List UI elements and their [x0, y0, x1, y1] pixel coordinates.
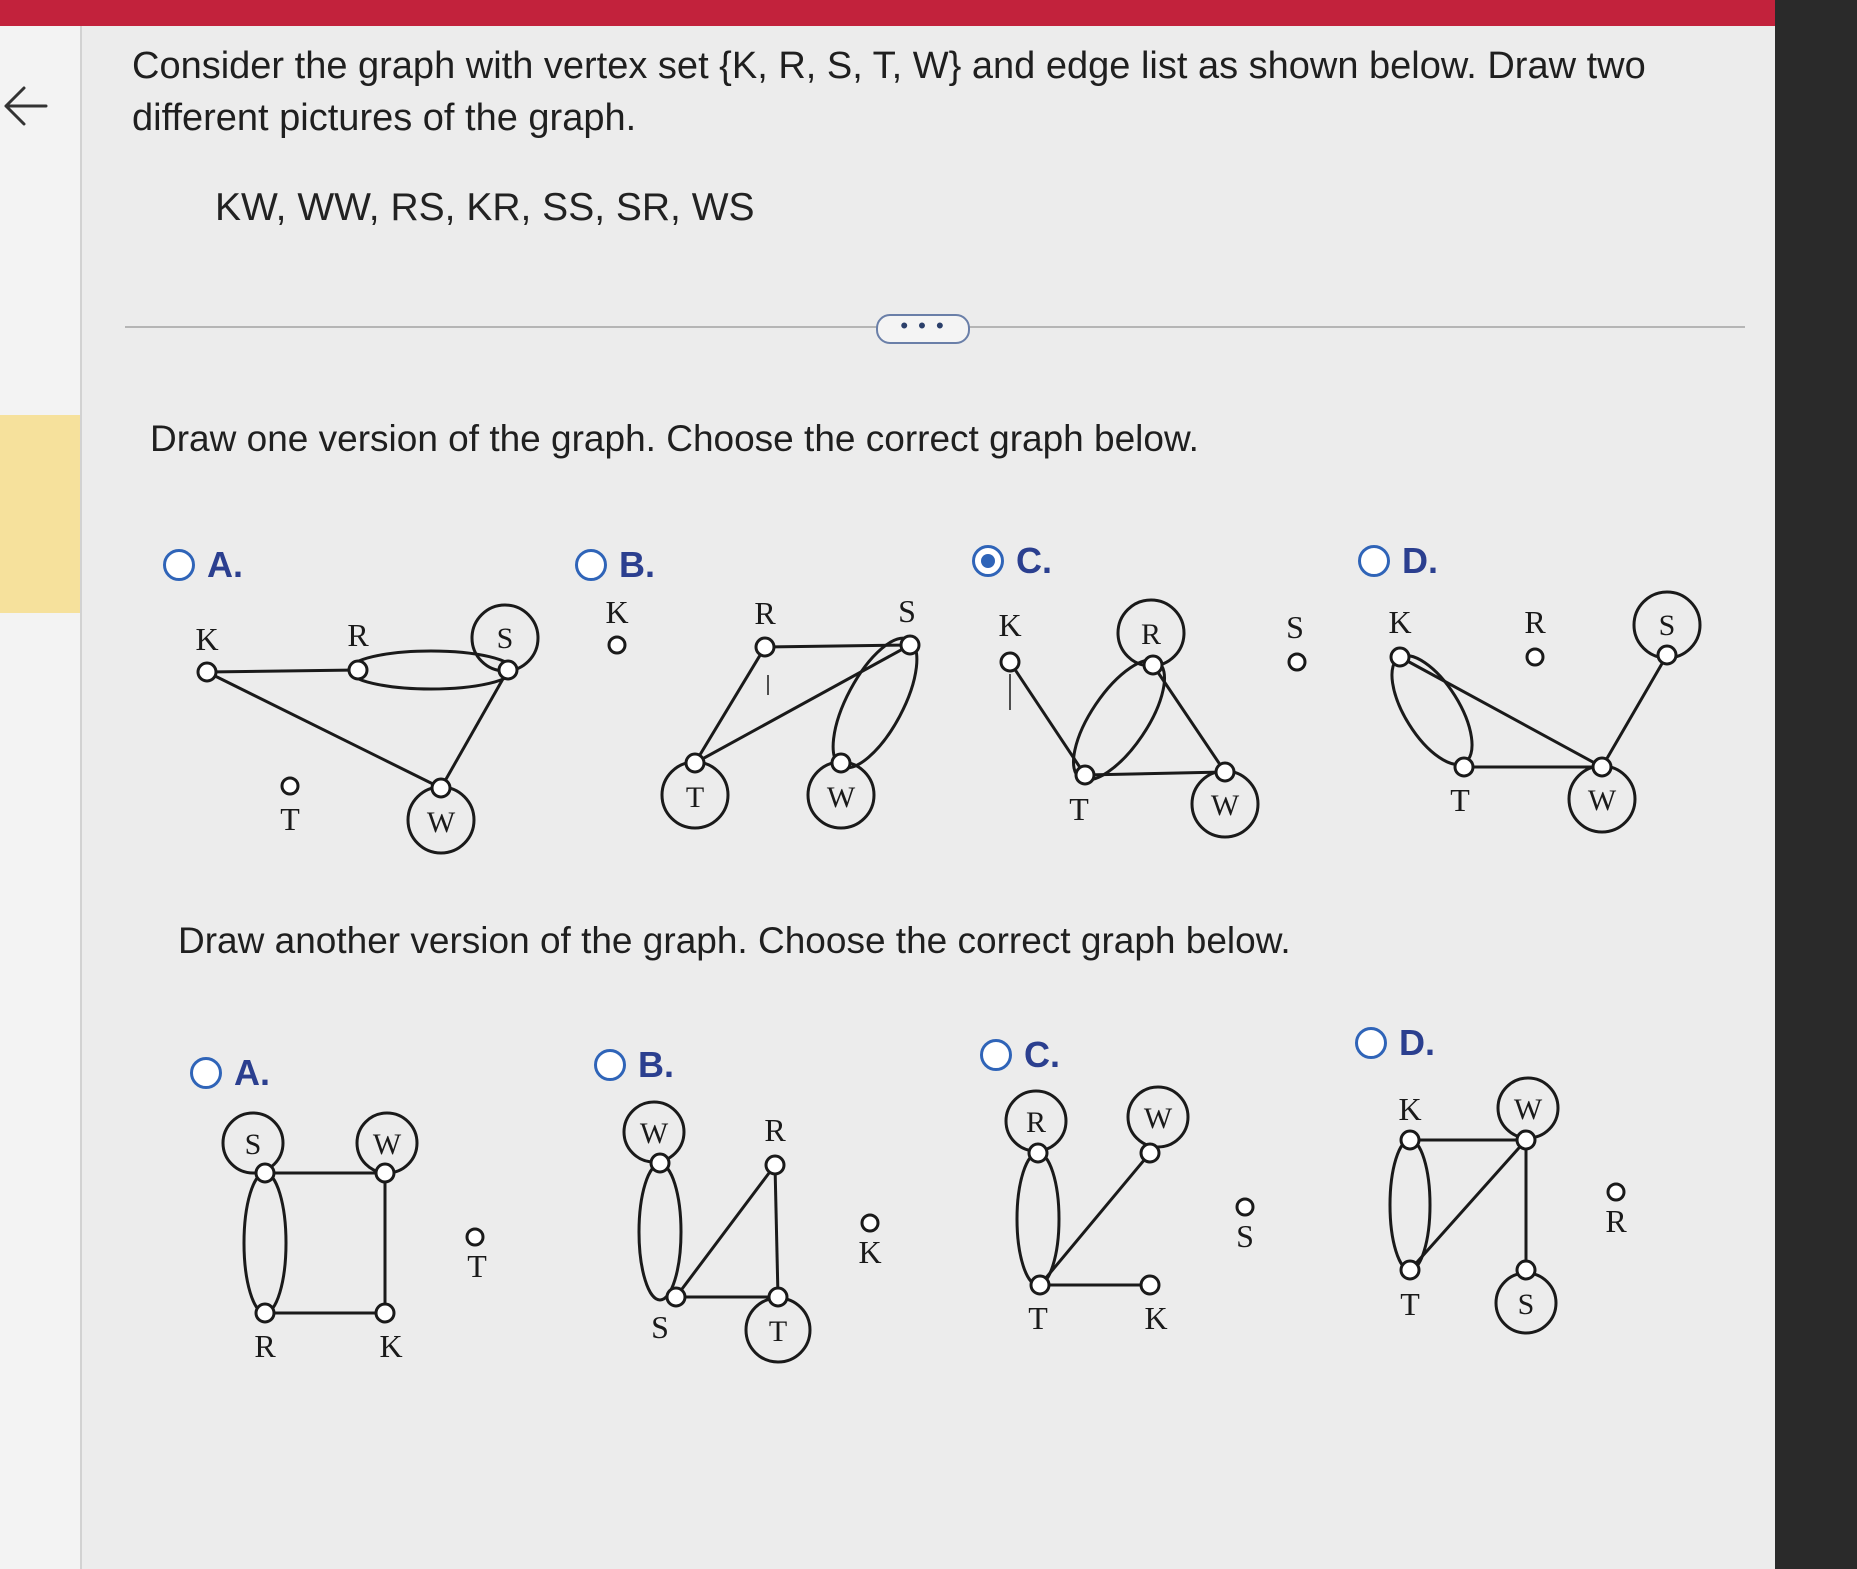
- vertex-label-w: W: [1587, 784, 1617, 817]
- question-text: Consider the graph with vertex set {K, R, S, T, W} and edge list as shown below. Draw two different pictures of the graph.: [132, 45, 1646, 139]
- radio-button[interactable]: [980, 1039, 1012, 1071]
- vertex-label-s: S: [1658, 609, 1676, 642]
- left-rail: [0, 26, 80, 1569]
- current-question-highlight: [0, 415, 82, 613]
- vertex-label-k: K: [1398, 1091, 1422, 1127]
- part2-option-a[interactable]: [190, 1052, 270, 1094]
- vertex-label-t: T: [685, 781, 705, 814]
- vertex-label-s: S: [1236, 1218, 1254, 1254]
- part1-option-a[interactable]: [163, 544, 243, 586]
- vertex-label-k: K: [1388, 604, 1412, 640]
- top-bar: [0, 0, 1775, 26]
- vertex-label-t: T: [1450, 782, 1470, 818]
- vertex-label-k: K: [605, 594, 629, 630]
- vertex-label-w: W: [1210, 789, 1240, 822]
- part2-option-d[interactable]: [1355, 1022, 1435, 1064]
- vertex-label-k: K: [379, 1328, 403, 1364]
- radio-button[interactable]: [575, 549, 607, 581]
- part2-graph-a[interactable]: [205, 1105, 525, 1385]
- part1-graph-a[interactable]: [175, 600, 555, 870]
- vertex-label-k: K: [1144, 1300, 1168, 1336]
- vertex-label-w: W: [1513, 1093, 1543, 1126]
- vertex-label-w: W: [1143, 1102, 1173, 1135]
- part1-graph-b[interactable]: [585, 595, 965, 865]
- vertex-label-r: R: [254, 1328, 276, 1364]
- option-letter: D.: [1402, 540, 1438, 581]
- vertex-label-w: W: [426, 806, 456, 839]
- vertex-label-s: S: [244, 1128, 262, 1161]
- vertex-label-k: K: [858, 1234, 882, 1270]
- vertex-label-t: T: [1069, 791, 1089, 827]
- vertex-label-r: R: [1140, 618, 1162, 651]
- vertex-label-w: W: [826, 781, 856, 814]
- rail-divider: [80, 26, 82, 1569]
- vertex-label-s: S: [496, 622, 514, 655]
- radio-button[interactable]: [190, 1057, 222, 1089]
- part1-graph-c[interactable]: [985, 590, 1325, 850]
- vertex-label-s: S: [1286, 609, 1304, 645]
- vertex-label-r: R: [1524, 604, 1546, 640]
- vertex-label-r: R: [764, 1112, 786, 1148]
- vertex-label-w: W: [639, 1117, 669, 1150]
- option-letter: A.: [234, 1052, 270, 1093]
- part1-option-b[interactable]: [575, 544, 655, 586]
- vertex-label-k: K: [998, 607, 1022, 643]
- arrow-left-icon[interactable]: [0, 80, 52, 132]
- radio-button-selected[interactable]: [972, 545, 1004, 577]
- option-letter: A.: [207, 544, 243, 585]
- part1-prompt: Draw one version of the graph. Choose the correct graph below.: [150, 418, 1199, 459]
- part1-option-c[interactable]: [972, 540, 1052, 582]
- vertex-label-s: S: [1517, 1288, 1535, 1321]
- vertex-label-t: T: [467, 1248, 487, 1284]
- part2-option-b[interactable]: [594, 1044, 674, 1086]
- vertex-label-r: R: [1025, 1106, 1047, 1139]
- option-letter: C.: [1024, 1034, 1060, 1075]
- vertex-label-t: T: [768, 1315, 788, 1348]
- part2-option-c[interactable]: [980, 1034, 1060, 1076]
- option-letter: C.: [1016, 540, 1052, 581]
- vertex-label-s: S: [651, 1309, 669, 1345]
- vertex-label-w: W: [372, 1128, 402, 1161]
- option-letter: B.: [638, 1044, 674, 1085]
- vertex-label-k: K: [195, 621, 219, 657]
- vertex-label-t: T: [1028, 1300, 1048, 1336]
- part2-graph-d[interactable]: [1380, 1070, 1700, 1350]
- part2-graph-c[interactable]: [1000, 1085, 1320, 1365]
- vertex-label-s: S: [898, 593, 916, 629]
- edge-list: KW, WW, RS, KR, SS, SR, WS: [215, 186, 755, 229]
- vertex-label-r: R: [1605, 1203, 1627, 1239]
- radio-button[interactable]: [163, 549, 195, 581]
- radio-button[interactable]: [1358, 545, 1390, 577]
- option-letter: D.: [1399, 1022, 1435, 1063]
- radio-button[interactable]: [594, 1049, 626, 1081]
- vertex-label-t: T: [1400, 1286, 1420, 1322]
- radio-button[interactable]: [1355, 1027, 1387, 1059]
- vertex-label-r: R: [754, 595, 776, 631]
- part2-prompt: Draw another version of the graph. Choose the correct graph below.: [178, 920, 1291, 961]
- option-letter: B.: [619, 544, 655, 585]
- vertex-label-r: R: [347, 617, 369, 653]
- more-button[interactable]: • • •: [876, 314, 970, 344]
- part2-graph-b[interactable]: [610, 1095, 930, 1375]
- part1-graph-d[interactable]: [1380, 585, 1720, 845]
- vertex-label-t: T: [280, 801, 300, 837]
- part1-option-d[interactable]: [1358, 540, 1438, 582]
